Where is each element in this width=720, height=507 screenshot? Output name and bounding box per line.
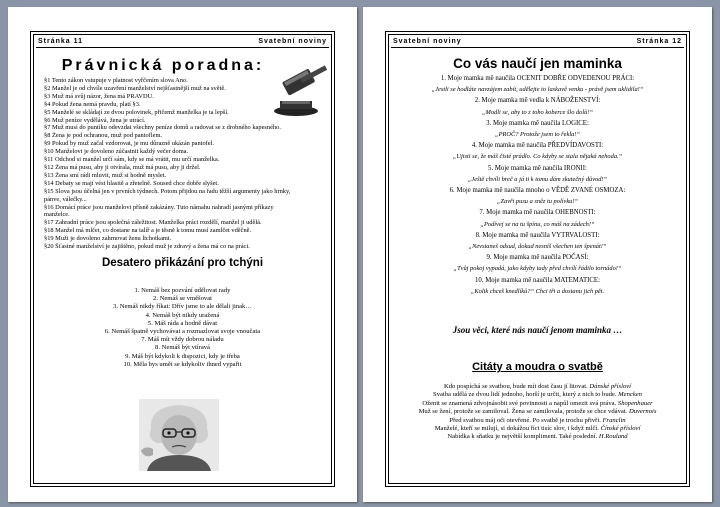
quote-author: Mencken	[618, 391, 642, 399]
law-item: §9 Pokud by muž začal vzdorovat, je mu důrazně ukázán pantofel.	[44, 140, 215, 148]
law-item: §7 Muž musí do puntíku odevzdat všechny peníze domů a radovat se z drobného kapesného.	[44, 124, 281, 132]
quote-author: Čínské přísloví	[600, 425, 641, 433]
quote-author: Shopenhauer	[617, 399, 653, 407]
quote-text: Svatba udělá ze dvou lidí jednoho, horší je určit, který z nich to bude.	[433, 391, 617, 399]
lesson-quote: „PROČ? Protože jsem to řekla!“	[495, 131, 580, 139]
commandment-item: 8. Nemáš být vtíravá	[155, 344, 210, 352]
lesson-item: 3. Moje mamka mě naučila LOGICE:	[486, 119, 589, 127]
quote-author: Dánské přísloví	[589, 383, 631, 390]
lesson-quote: „Ještě chvíli breč a já ti k tomu dám skutečný důvod!“	[467, 175, 608, 183]
quote-author: Duvernois	[628, 408, 657, 416]
commandment-item: 1. Nemáš bez pozvání udělovat rady	[134, 287, 231, 294]
law-item: §13 Žena smí rádi mluvit, muž si hodně myslet.	[44, 171, 167, 179]
law-item: §4 Pokud žena nemá pravdu, platí §3.	[44, 100, 141, 108]
lessons-list	[393, 73, 682, 297]
law-item: §3 Muž má svůj názor, žena má PRAVDU.	[44, 92, 154, 100]
lesson-item: 10. Moje mamka mě naučila MATEMATICE:	[475, 276, 600, 284]
header-rule	[36, 47, 329, 48]
page-number: Stránka 12	[636, 38, 682, 45]
commandment-item: 9. Máš být kdykoli k dispozici, kdy je třeba	[125, 352, 240, 360]
quote-text: Kdo pospíchá se svatbou, bude mít dost času jí litovat.	[444, 383, 588, 390]
lesson-item: 5. Moje mamka mě naučila IRONII:	[488, 164, 587, 172]
lesson-quote: „Kolik chceš knedlíků?“ Chci tři a dostanu jich pět.	[470, 287, 605, 295]
quote-item	[393, 417, 682, 425]
commandment-item: 4. Nemáš být nikdy uražená	[145, 311, 220, 319]
quote-text: Manželé, kteří se milují, si dokážou říct tisíc slov, i když mlčí.	[434, 425, 599, 433]
lesson-quote: „Tvůj pokoj vypadá, jako kdyby tady před chvílí řádilo tornádo!“	[453, 265, 622, 273]
commandments-list	[48, 287, 317, 369]
law-item: §14 Debaty se mají vést hlasitě a zřetelně. Soused chce dobře slyšet.	[44, 179, 219, 187]
quote-author: H.Rouland	[598, 433, 628, 441]
law-item: §6 Muž peníze vydělává, žena je utrácí.	[44, 116, 146, 124]
quotes-list	[393, 383, 682, 442]
law-item: §10 Manželovi je dovoleno zúčastnit každý večer doma.	[44, 148, 189, 156]
lesson-quote: „Modli se, aby to z toho koberce šlo dolů!“	[481, 108, 594, 116]
quote-text: Nabídka k sňatku je největší kompliment. Také poslední.	[447, 433, 598, 441]
quote-item	[393, 408, 682, 416]
lesson-item: 2. Moje mamka mě vedla k NÁBOŽENSTVÍ:	[474, 97, 601, 105]
quote-item	[393, 391, 682, 399]
lesson-quote: „Ujisti se, že máš čisté prádlo. Co kdyby se stala nějaká nehoda.“	[452, 153, 623, 161]
law-item: §16 Domácí práce jsou manželovi přísně zakázány. Tuto námahu nahradí jasnými příkazy manželce.	[44, 203, 274, 219]
law-item: §18 Manžel má mlčet, co dostane na talíř a je těsně k tomu musí zamlčet vděčně.	[44, 227, 252, 235]
lesson-quote: „Jestli se hodláte navzájem zabít, udělejte to laskavě venku - právě jsem uklidila!“	[431, 86, 644, 94]
commandment-item: 6. Nemáš špatně vychovávat a rozmazlovat svoje vnoučata	[104, 328, 261, 336]
law-item: §2 Manžel je od chvíle uzavření manželství nejšťastnější muž na světě.	[44, 84, 226, 92]
commandment-item: 7. Máš mít vždy dobrou náladu	[141, 336, 224, 344]
quote-item	[393, 383, 682, 391]
quote-item	[393, 433, 682, 441]
laws-list	[44, 77, 294, 251]
lesson-quote: „Podívej se na tu špínu, co máš na zádech!“	[480, 220, 595, 228]
lesson-item: 7. Moje mamka mě naučila OHEBNOSTI:	[479, 209, 596, 217]
page-number: Stránka 11	[38, 38, 84, 45]
quote-text: Muž se žení, protože se zamiloval. Žena se zamilovala, protože se chce vdávat.	[418, 408, 628, 416]
left-page	[8, 7, 357, 502]
commandment-item: 2. Nemáš se vměšovat	[153, 295, 212, 303]
law-item: §12 Žena má pusu, aby ji otvírala, muž má pusu, aby ji držel.	[44, 163, 201, 171]
commandments-title: Desatero přikázání pro tchýni	[101, 257, 264, 269]
quote-author: Franclin	[602, 416, 626, 424]
quotes-title	[393, 361, 682, 373]
law-item: §15 Slova jsou účelná jen v prvních týdnech. Potom přijdou na řadu těžší argumenty jako hrnky, pánve, válečky...	[44, 187, 291, 203]
quote-text: Před svatbou máj oči otevřené. Po svatbě je trochu přivři.	[449, 416, 601, 424]
lesson-quote: „Nevstaneš odsud, dokud nesníš všechen ten špenát!“	[468, 243, 607, 251]
lesson-item: 9. Moje mamka mě naučila POČASÍ:	[486, 254, 589, 262]
legal-advice-title: Právnická poradna:	[61, 57, 265, 74]
law-item: §5 Manželé se skládají ze dvou polovinek, přičemž manželka je ta lepší.	[44, 108, 229, 116]
law-item: §11 Odchod si manžel určí sám, kdy se má vrátit, mu určí manželka.	[44, 156, 220, 164]
commandment-item: 3. Nemáš nikdy říkat: Dřív jsme to ale dělali jinak…	[113, 303, 252, 311]
commandment-item: 5. Máš ráda a hodně dávat	[147, 319, 218, 327]
lesson-item: 1. Moje mamka mě naučila OCENIT DOBŘE ODVEDENOU PRÁCI:	[440, 75, 635, 82]
closing-line: Jsou věci, které nás naučí jenom maminka …	[452, 325, 623, 335]
law-item: §8 Žena je pod ochranou, muž pod pantoflem.	[44, 132, 163, 140]
quote-item	[393, 425, 682, 433]
quotes-title-text: Citáty a moudra o svatbě	[472, 361, 603, 373]
header-rule	[391, 47, 684, 48]
lesson-item: 8. Moje mamka mě naučila VYTRVALOSTI:	[475, 231, 600, 239]
law-item: §17 Zahradní práce jsou společná záležitost. Manželka práci rozdělí, manžel ji udělá.	[44, 219, 262, 227]
lesson-quote: „Zavři pusu a sněz tu polívku!“	[496, 198, 579, 206]
law-item: §20 Šťastné manželství je zajištěno, pokud muž je zdravý a žena má co na práci.	[44, 243, 250, 251]
quote-item	[393, 400, 682, 408]
quote-text: Oženit se znamená zdvojnásobit své povinnosti a napůl omezit svá práva.	[422, 399, 617, 407]
newspaper-name: Svatební noviny	[258, 38, 327, 45]
lesson-item: 6. Moje mamka mě naučila mnoho o VĚDĚ ZVANÉ OSMOZA:	[449, 187, 626, 195]
right-page	[363, 7, 712, 502]
newspaper-name: Svatební noviny	[393, 38, 462, 45]
mother-in-law-photo	[139, 399, 219, 471]
lesson-item: 4. Moje mamka mě naučila PŘEDVÍDAVOSTI:	[471, 142, 604, 150]
commandment-item: 10. Měla bys umět se kdykoliv ihned vypařit	[123, 360, 242, 368]
law-item: §19 Muži je dovoleno zahrnovat ženu lichotkami.	[44, 235, 172, 243]
law-item: §1 Tento zákon vstupuje v platnost vyřčením slova Ano.	[44, 77, 188, 84]
mother-lessons-title: Co vás naučí jen maminka	[453, 56, 622, 71]
